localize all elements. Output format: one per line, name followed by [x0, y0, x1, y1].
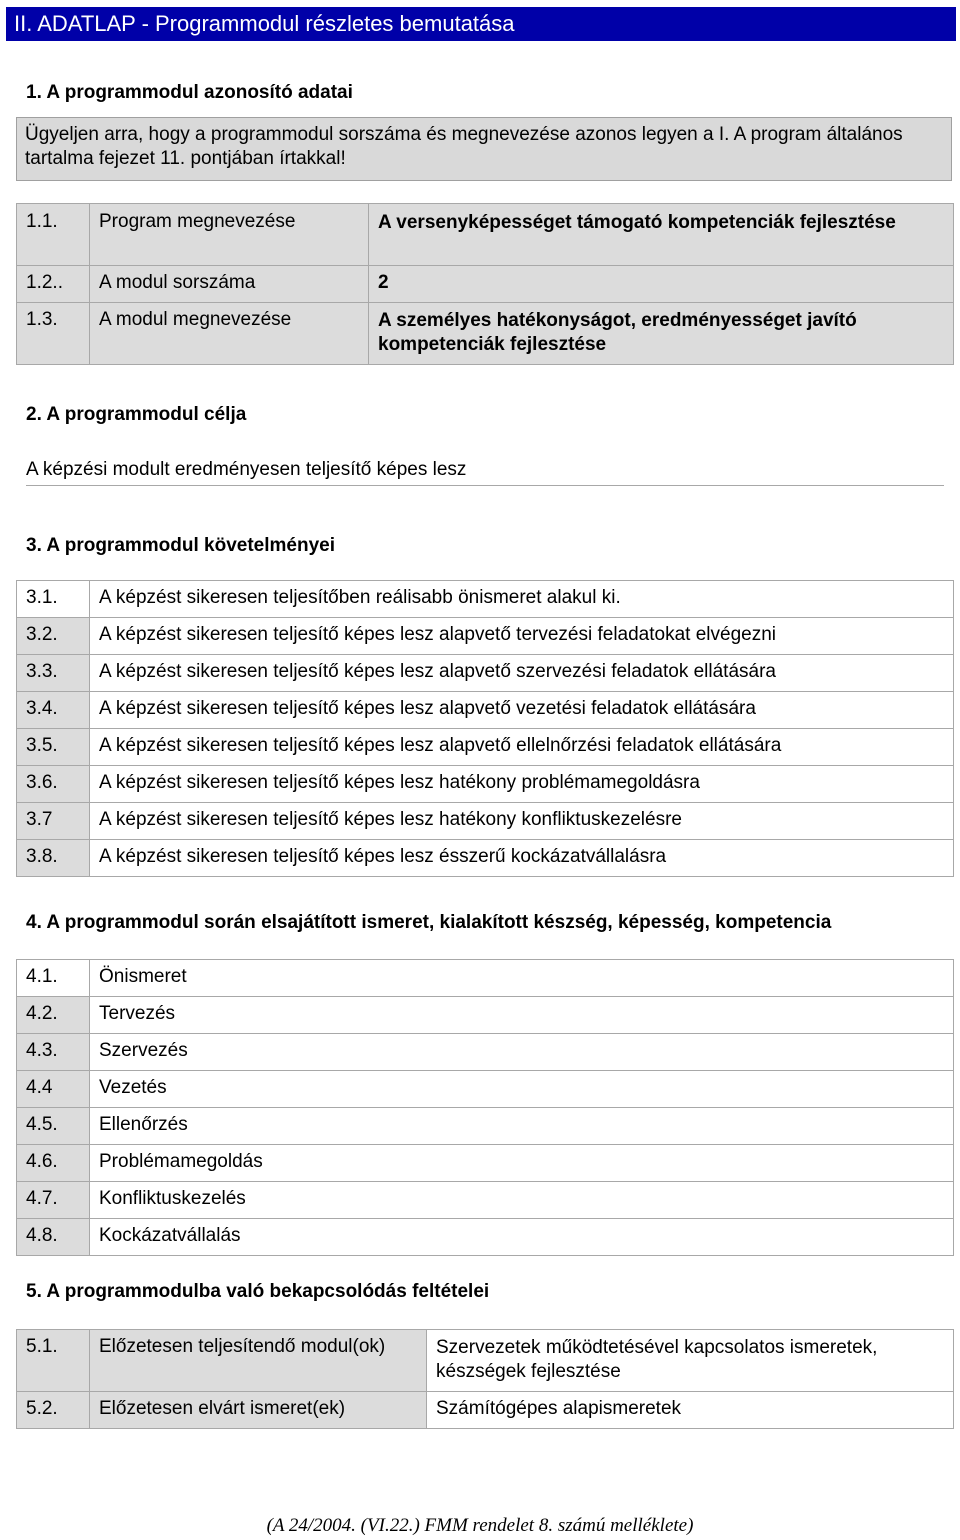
table-row: [17, 303, 954, 365]
table-row: [17, 655, 954, 692]
table-row: [17, 803, 954, 840]
row-number: 5.1.: [17, 1330, 90, 1392]
requirement-text: A képzést sikeresen teljesítő képes lesz hatékony problémamegoldásra: [90, 766, 954, 803]
row-number: 3.4.: [17, 692, 90, 729]
competency-text: Szervezés: [90, 1034, 954, 1071]
row-number: 1.2..: [17, 266, 90, 303]
competency-text: Ellenőrzés: [90, 1108, 954, 1145]
section1-notice: Ügyeljen arra, hogy a programmodul sorszáma és megnevezése azonos legyen a I. A program általános tartalma fejezet 11. pontjában írtakkal!: [16, 117, 952, 181]
row-number: 4.6.: [17, 1145, 90, 1182]
table-row: [17, 1392, 954, 1429]
requirement-text: A képzést sikeresen teljesítő képes lesz alapvető szervezési feladatok ellátására: [90, 655, 954, 692]
prerequisite-module-value: Szervezetek működtetésével kapcsolatos ismeretek, készségek fejlesztése: [427, 1330, 954, 1392]
table-row: [17, 729, 954, 766]
competency-text: Problémamegoldás: [90, 1145, 954, 1182]
section4-heading: 4. A programmodul során elsajátított ismeret, kialakított készség, képesség, kompetencia: [26, 912, 832, 933]
section3-heading: 3. A programmodul követelményei: [26, 535, 336, 556]
competency-text: Kockázatvállalás: [90, 1219, 954, 1256]
table-row: [17, 1071, 954, 1108]
row-number: 3.1.: [17, 581, 90, 618]
row-number: 4.5.: [17, 1108, 90, 1145]
table-row: [17, 960, 954, 997]
table-row: [17, 581, 954, 618]
row-label: Program megnevezése: [90, 204, 369, 266]
section5-heading: 5. A programmodulba való bekapcsolódás feltételei: [26, 1281, 490, 1302]
requirement-text: A képzést sikeresen teljesítő képes lesz alapvető vezetési feladatok ellátására: [90, 692, 954, 729]
table-row: [17, 1219, 954, 1256]
section3-table: [16, 580, 954, 877]
row-number: 1.3.: [17, 303, 90, 365]
module-number-value: 2: [369, 266, 954, 303]
section1-table: [16, 203, 954, 365]
table-row: [17, 840, 954, 877]
row-number: 3.5.: [17, 729, 90, 766]
requirement-text: A képzést sikeresen teljesítő képes lesz alapvető ellelnőrzési feladatok ellátására: [90, 729, 954, 766]
competency-text: Konfliktuskezelés: [90, 1182, 954, 1219]
row-number: 3.7: [17, 803, 90, 840]
table-row: [17, 1108, 954, 1145]
table-row: [17, 1034, 954, 1071]
table-row: [17, 1145, 954, 1182]
row-number: 4.3.: [17, 1034, 90, 1071]
competency-text: Önismeret: [90, 960, 954, 997]
row-number: 4.7.: [17, 1182, 90, 1219]
requirement-text: A képzést sikeresen teljesítő képes lesz ésszerű kockázatvállalásra: [90, 840, 954, 877]
page-footer: (A 24/2004. (VI.22.) FMM rendelet 8. számú melléklete): [266, 1515, 694, 1536]
section2-text: A képzési modult eredményesen teljesítő képes lesz: [26, 459, 944, 486]
table-row: [17, 1182, 954, 1219]
row-label: Előzetesen teljesítendő modul(ok): [90, 1330, 427, 1392]
section2-heading: 2. A programmodul célja: [26, 404, 247, 425]
module-name-value: A személyes hatékonyságot, eredményességet javító kompetenciák fejlesztése: [369, 303, 954, 365]
row-number: 3.3.: [17, 655, 90, 692]
table-row: [17, 1330, 954, 1392]
requirement-text: A képzést sikeresen teljesítő képes lesz hatékony konfliktuskezelésre: [90, 803, 954, 840]
row-number: 5.2.: [17, 1392, 90, 1429]
row-label: A modul sorszáma: [90, 266, 369, 303]
requirement-text: A képzést sikeresen teljesítő képes lesz alapvető tervezési feladatokat elvégezni: [90, 618, 954, 655]
table-row: [17, 618, 954, 655]
section5-table: [16, 1329, 954, 1429]
row-number: 4.2.: [17, 997, 90, 1034]
requirement-text: A képzést sikeresen teljesítőben reálisabb önismeret alakul ki.: [90, 581, 954, 618]
table-row: [17, 997, 954, 1034]
prerequisite-knowledge-value: Számítógépes alapismeretek: [427, 1392, 954, 1429]
competency-text: Tervezés: [90, 997, 954, 1034]
row-number: 3.2.: [17, 618, 90, 655]
competency-text: Vezetés: [90, 1071, 954, 1108]
program-name-value: A versenyképességet támogató kompetenciák fejlesztése: [369, 204, 954, 266]
table-row: [17, 766, 954, 803]
row-label: Előzetesen elvárt ismeret(ek): [90, 1392, 427, 1429]
section4-table: [16, 959, 954, 1256]
page-title: II. ADATLAP - Programmodul részletes bemutatása: [6, 7, 956, 41]
table-row: [17, 204, 954, 266]
section1-heading: 1. A programmodul azonosító adatai: [26, 82, 353, 103]
row-number: 4.4: [17, 1071, 90, 1108]
row-number: 3.6.: [17, 766, 90, 803]
row-number: 4.1.: [17, 960, 90, 997]
table-row: [17, 692, 954, 729]
row-number: 3.8.: [17, 840, 90, 877]
table-row: [17, 266, 954, 303]
row-number: 4.8.: [17, 1219, 90, 1256]
row-label: A modul megnevezése: [90, 303, 369, 365]
row-number: 1.1.: [17, 204, 90, 266]
